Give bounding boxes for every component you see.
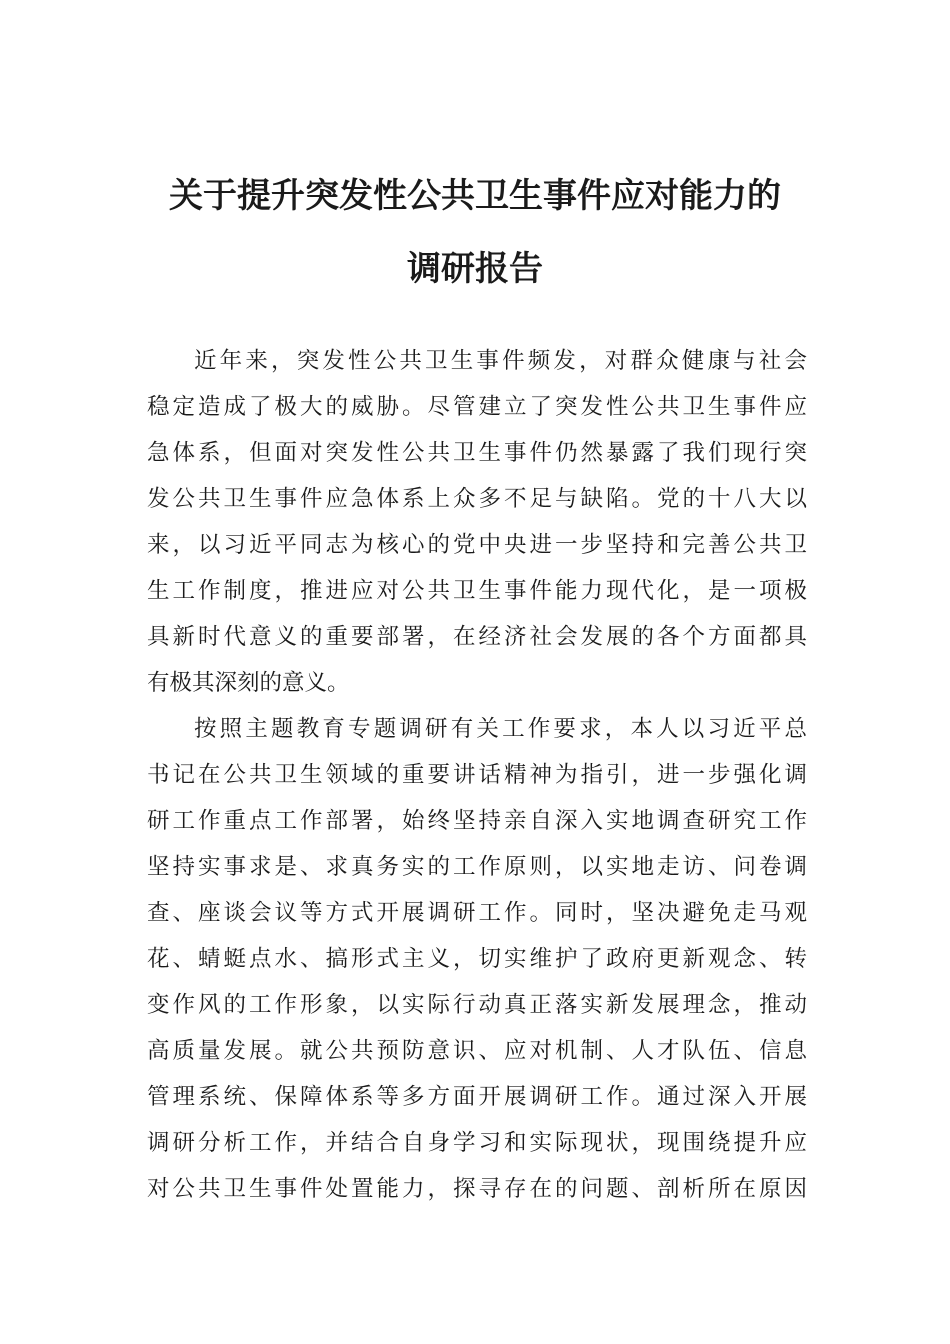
paragraph-line: 发公共卫生事件应急体系上众多不足与缺陷。党的十八大以: [147, 486, 807, 512]
paragraph-line: 对公共卫生事件处置能力，探寻存在的问题、剖析所在原因: [147, 1176, 807, 1202]
paragraph-line: 变作风的工作形象，以实际行动真正落实新发展理念，推动: [147, 992, 807, 1018]
paragraph-line: 有极其深刻的意义。: [147, 670, 350, 696]
paragraph-line: 书记在公共卫生领域的重要讲话精神为指引，进一步强化调: [147, 762, 807, 788]
paragraph-line: 坚持实事求是、求真务实的工作原则，以实地走访、问卷调: [147, 854, 807, 880]
paragraph-line: 近年来，突发性公共卫生事件频发，对群众健康与社会: [194, 348, 807, 374]
paragraph-line: 查、座谈会议等方式开展调研工作。同时，坚决避免走马观: [147, 900, 807, 926]
paragraph-line: 具新时代意义的重要部署，在经济社会发展的各个方面都具: [147, 624, 807, 650]
paragraph-line: 生工作制度，推进应对公共卫生事件能力现代化，是一项极: [147, 578, 807, 604]
document-title-line-1: 关于提升突发性公共卫生事件应对能力的: [169, 176, 781, 216]
paragraph-line: 急体系，但面对突发性公共卫生事件仍然暴露了我们现行突: [147, 440, 807, 466]
paragraph-line: 研工作重点工作部署，始终坚持亲自深入实地调查研究工作: [147, 808, 807, 834]
paragraph-line: 稳定造成了极大的威胁。尽管建立了突发性公共卫生事件应: [147, 394, 807, 420]
paragraph-line: 来，以习近平同志为核心的党中央进一步坚持和完善公共卫: [147, 532, 807, 558]
paragraph-line: 调研分析工作，并结合自身学习和实际现状，现围绕提升应: [147, 1130, 807, 1156]
paragraph-line: 管理系统、保障体系等多方面开展调研工作。通过深入开展: [147, 1084, 807, 1110]
paragraph-line: 按照主题教育专题调研有关工作要求，本人以习近平总: [194, 716, 807, 742]
document-title-line-2: 调研报告: [407, 249, 543, 289]
paragraph-line: 高质量发展。就公共预防意识、应对机制、人才队伍、信息: [147, 1038, 807, 1064]
paragraph-line: 花、蜻蜓点水、搞形式主义，切实维护了政府更新观念、转: [147, 946, 807, 972]
